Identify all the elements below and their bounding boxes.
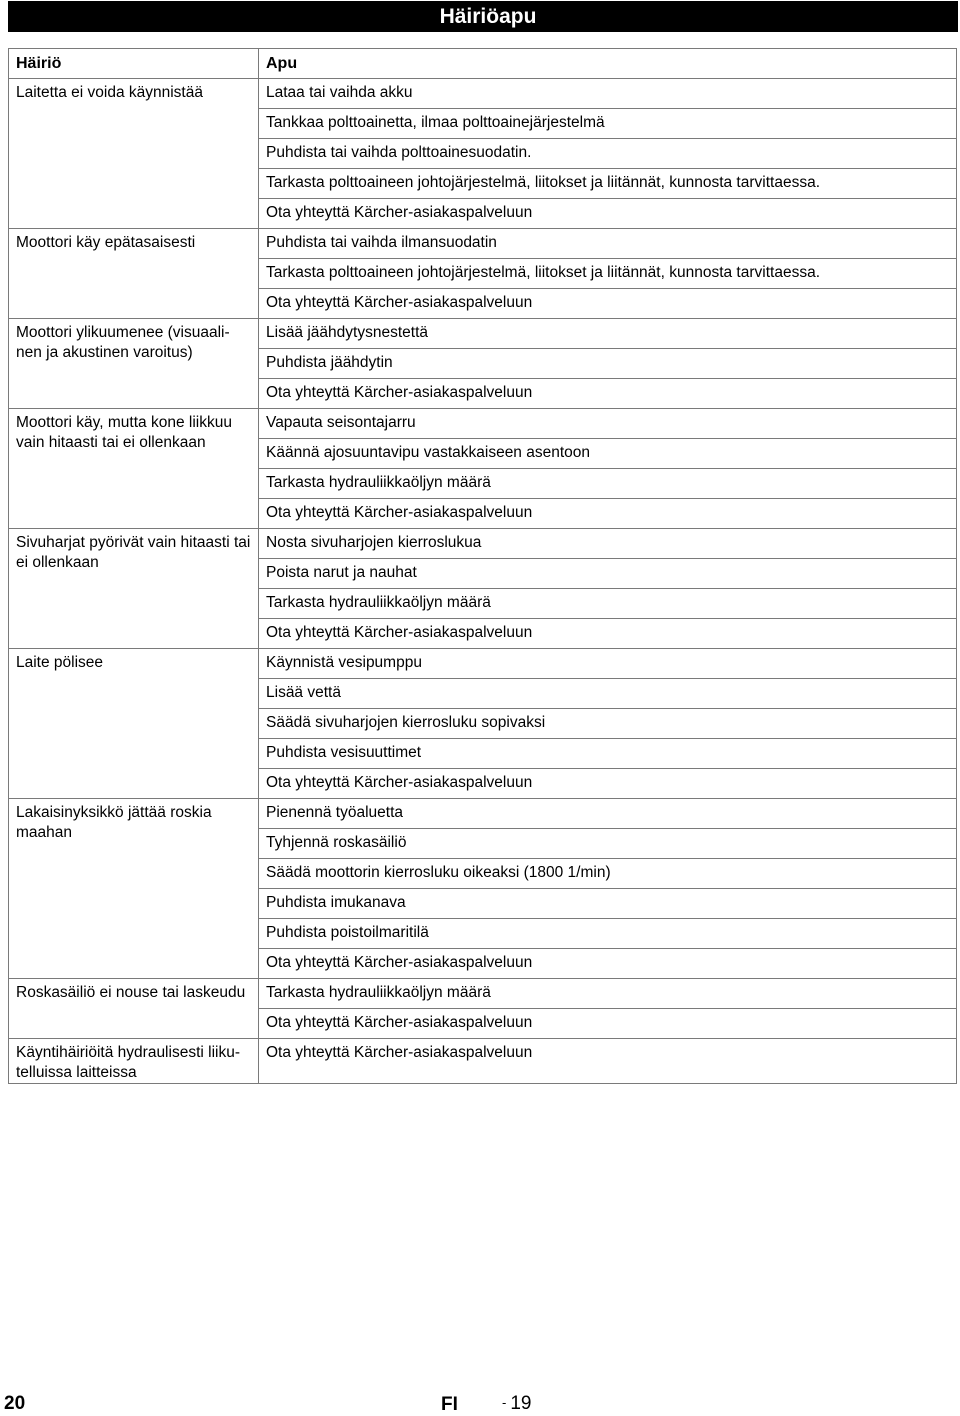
remedy-cell: Tarkasta polttoaineen johtojärjestelmä, liitokset ja liitännät, kunnosta tarvittaessa. (259, 169, 957, 199)
remedy-cell: Lisää vettä (259, 679, 957, 709)
table-row (9, 1039, 957, 1084)
table-header-row (9, 49, 957, 79)
remedy-cell: Ota yhteyttä Kärcher-asiakaspalveluun (259, 379, 957, 409)
fault-cell: Laite pölisee (9, 649, 259, 799)
remedy-cell: Tyhjennä roskasäiliö (259, 829, 957, 859)
remedy-cell: Ota yhteyttä Kärcher-asiakaspalveluun (259, 499, 957, 529)
fault-cell: Laitetta ei voida käynnistää (9, 79, 259, 229)
remedy-cell: Käynnistä vesipumppu (259, 649, 957, 679)
remedy-cell: Ota yhteyttä Kärcher-asiakaspalveluun (259, 769, 957, 799)
fault-cell: Moottori käy epätasaisesti (9, 229, 259, 319)
table-body (9, 79, 957, 1084)
table-row (9, 319, 957, 349)
column-header-fault: Häiriö (9, 49, 259, 79)
table-row (9, 229, 957, 259)
fault-cell: Roskasäiliö ei nouse tai laskeudu (9, 979, 259, 1039)
remedy-cell: Ota yhteyttä Kärcher-asiakaspalveluun (259, 289, 957, 319)
table-row (9, 79, 957, 109)
fault-cell: Moottori ylikuumenee (visuaali- nen ja akustinen varoitus) (9, 319, 259, 409)
table-row (9, 979, 957, 1009)
remedy-cell: Tarkasta polttoaineen johtojärjestelmä, liitokset ja liitännät, kunnosta tarvittaessa. (259, 259, 957, 289)
remedy-cell: Nosta sivuharjojen kierroslukua (259, 529, 957, 559)
troubleshooting-table (8, 48, 957, 1084)
table-row (9, 799, 957, 829)
remedy-cell: Ota yhteyttä Kärcher-asiakaspalveluun (259, 619, 957, 649)
remedy-cell: Käännä ajosuuntavipu vastakkaiseen asentoon (259, 439, 957, 469)
remedy-cell: Puhdista vesisuuttimet (259, 739, 957, 769)
remedy-cell: Pienennä työaluetta (259, 799, 957, 829)
remedy-cell: Tarkasta hydrauliikkaöljyn määrä (259, 469, 957, 499)
remedy-cell: Puhdista imukanava (259, 889, 957, 919)
page-number: 20 (4, 1393, 26, 1414)
local-page-number (502, 1393, 531, 1415)
remedy-cell: Lataa tai vaihda akku (259, 79, 957, 109)
remedy-cell: Puhdista poistoilmaritilä (259, 919, 957, 949)
remedy-cell: Poista narut ja nauhat (259, 559, 957, 589)
remedy-cell: Säädä sivuharjojen kierrosluku sopivaksi (259, 709, 957, 739)
table-row (9, 529, 957, 559)
remedy-cell: Vapauta seisontajarru (259, 409, 957, 439)
section-header (8, 1, 958, 32)
page-dash: - (502, 1395, 507, 1410)
remedy-cell: Ota yhteyttä Kärcher-asiakaspalveluun (259, 199, 957, 229)
remedy-cell: Puhdista tai vaihda ilmansuodatin (259, 229, 957, 259)
remedy-cell: Puhdista tai vaihda polttoainesuodatin. (259, 139, 957, 169)
remedy-cell: Puhdista jäähdytin (259, 349, 957, 379)
language-code: FI (441, 1394, 458, 1415)
remedy-cell: Ota yhteyttä Kärcher-asiakaspalveluun (259, 949, 957, 979)
remedy-cell: Tarkasta hydrauliikkaöljyn määrä (259, 589, 957, 619)
remedy-cell: Säädä moottorin kierrosluku oikeaksi (1800 1/min) (259, 859, 957, 889)
fault-cell: Sivuharjat pyörivät vain hitaasti tai ei ollenkaan (9, 529, 259, 649)
table-row (9, 409, 957, 439)
fault-cell: Käyntihäiriöitä hydraulisesti liiku- telluissa laitteissa (9, 1039, 259, 1084)
fault-cell: Moottori käy, mutta kone liikkuu vain hitaasti tai ei ollenkaan (9, 409, 259, 529)
local-page-value: 19 (510, 1393, 532, 1414)
column-header-remedy: Apu (259, 49, 957, 79)
table-row (9, 649, 957, 679)
remedy-cell: Ota yhteyttä Kärcher-asiakaspalveluun (259, 1039, 957, 1084)
remedy-cell: Ota yhteyttä Kärcher-asiakaspalveluun (259, 1009, 957, 1039)
section-title: Häiriöapu (439, 4, 537, 28)
remedy-cell: Tankkaa polttoainetta, ilmaa polttoainejärjestelmä (259, 109, 957, 139)
remedy-cell: Lisää jäähdytysnestettä (259, 319, 957, 349)
fault-cell: Lakaisinyksikkö jättää roskia maahan (9, 799, 259, 979)
remedy-cell: Tarkasta hydrauliikkaöljyn määrä (259, 979, 957, 1009)
